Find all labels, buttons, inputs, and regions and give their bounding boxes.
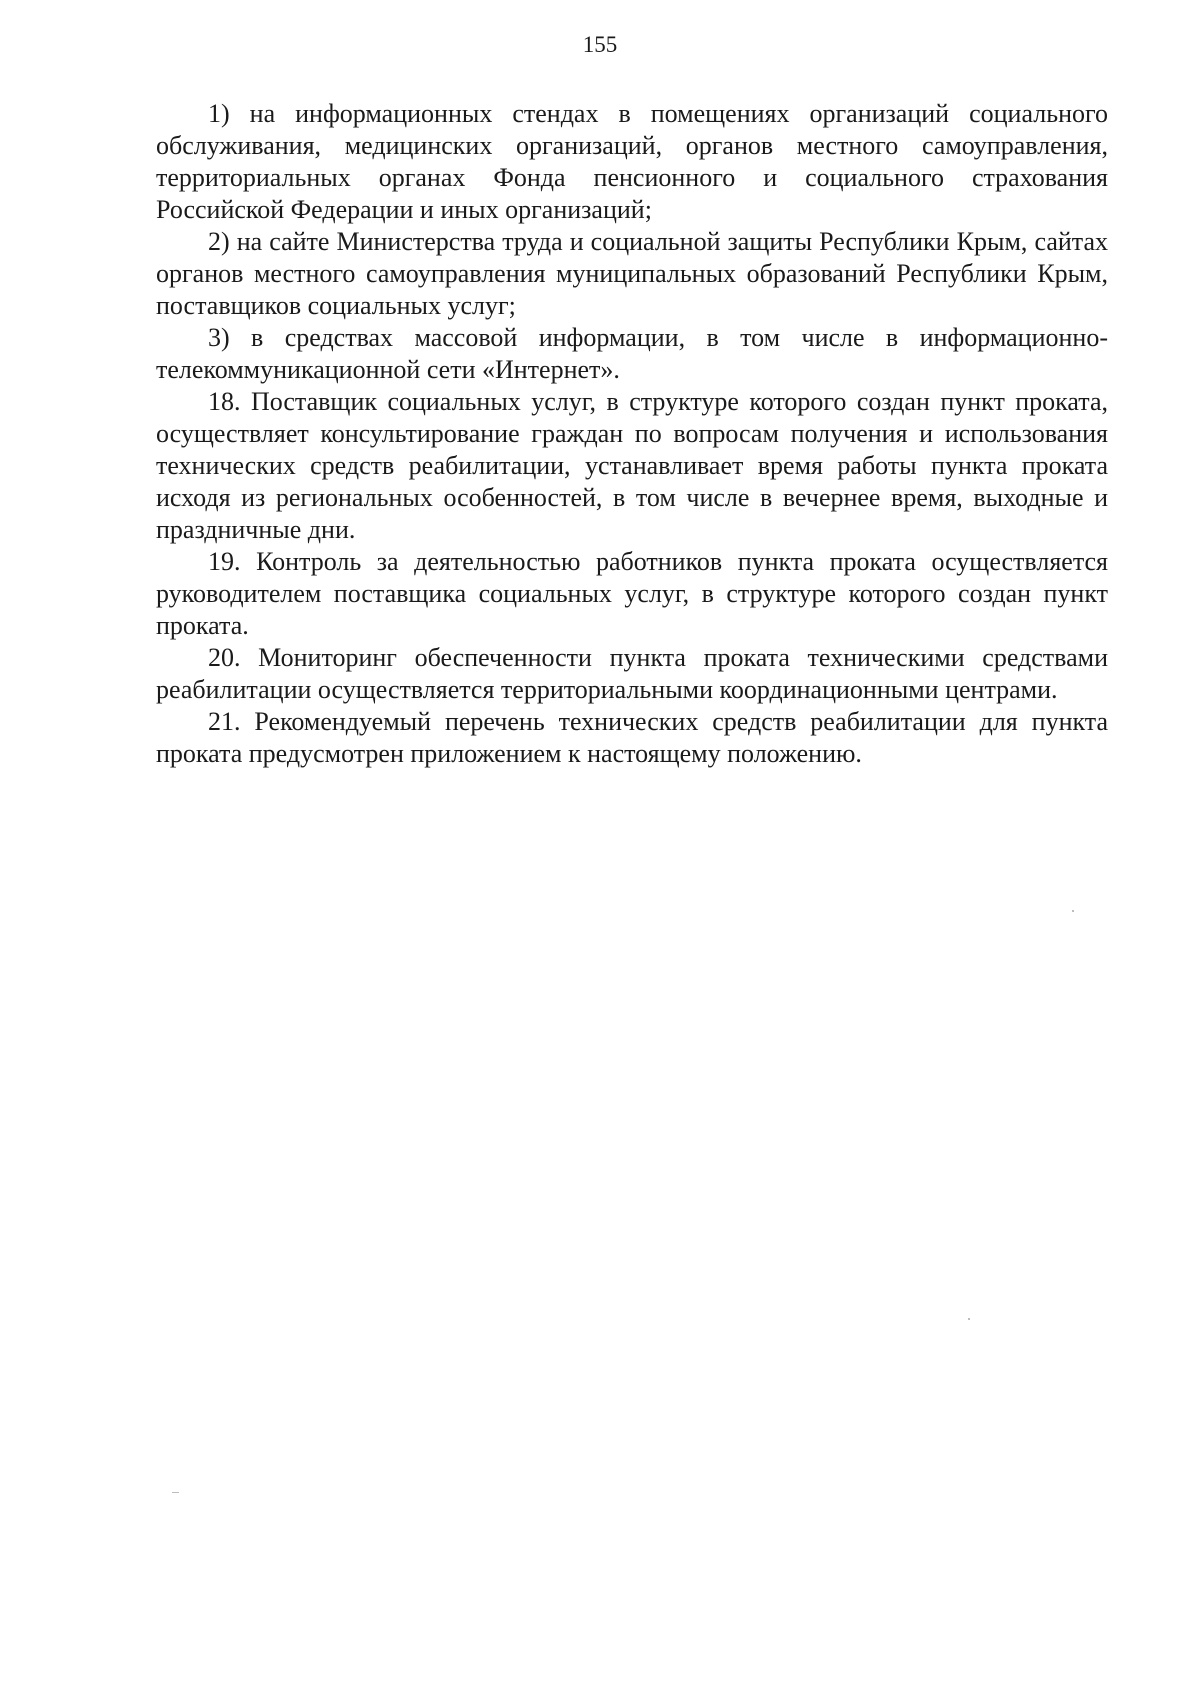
paragraph-item-1: 1) на информационных стендах в помещениях организаций социального обслуживания, медицинских организаций, органов местного самоуправления, территориальных органах Фонда пенсионного и социального страхования Российской Федерации и иных организаций; (156, 99, 1108, 224)
paragraph-20: 20. Мониторинг обеспеченности пункта проката техническими средствами реабилитации осуществляется территориальными координационными центрами. (156, 643, 1108, 704)
scan-speck (172, 1492, 179, 1493)
page-number: 155 (582, 32, 618, 57)
paragraph-21: 21. Рекомендуемый перечень технических средств реабилитации для пункта проката предусмотрен приложением к настоящему положению. (156, 707, 1108, 768)
scan-speck (1072, 910, 1074, 912)
paragraph-19: 19. Контроль за деятельностью работников пункта проката осуществляется руководителем поставщика социальных услуг, в структуре которого создан пункт проката. (156, 547, 1108, 640)
paragraph-18: 18. Поставщик социальных услуг, в структуре которого создан пункт проката, осуществляет консультирование граждан по вопросам получения и использования технических средств реабилитации, устанавливает время работы пункта проката исходя из региональных особенностей, в том числе в вечернее время, выходные и праздничные дни. (156, 387, 1108, 544)
document-body (156, 98, 1108, 770)
scan-speck (968, 1318, 970, 1320)
paragraph-item-3: 3) в средствах массовой информации, в том числе в информационно-телекоммуникационной сети «Интернет». (156, 323, 1108, 384)
paragraph-item-2: 2) на сайте Министерства труда и социальной защиты Республики Крым, сайтах органов местного самоуправления муниципальных образований Республики Крым, поставщиков социальных услуг; (156, 227, 1108, 320)
